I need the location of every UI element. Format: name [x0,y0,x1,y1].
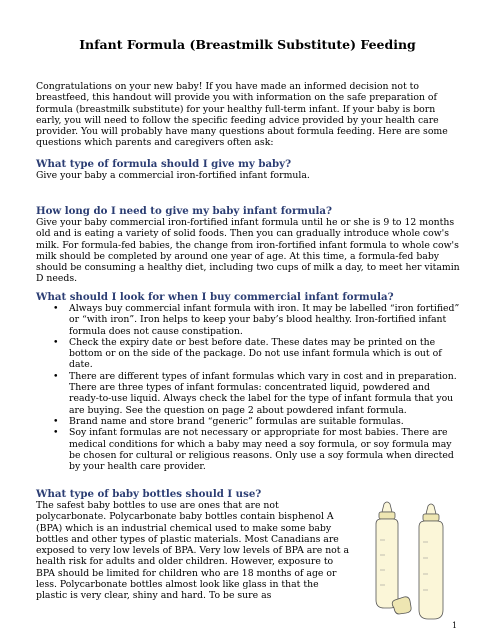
list-item-text: Check the expiry date or best before date. These dates may be printed on the bottom or on the side of the package. Do not use infant formula which is out of date. [69,336,442,371]
page-number: 1 [452,621,458,630]
section-formula-duration [36,205,461,285]
list-item [53,370,461,416]
bottle-ring-right [423,514,439,521]
section-heading: What type of baby bottles should I use? [36,488,262,500]
bottle-nipple-left [382,502,392,512]
section-heading: How long do I need to give my baby infant formula? [36,205,332,217]
document-title: Infant Formula (Breastmilk Substitute) Feeding [79,37,416,52]
intro-paragraph: Congratulations on your new baby! If you have made an informed decision not to breastfeed, this handout will provide you with information on the safe preparation of formula (breastmilk substitute) for your healthy full-term infant. If your baby is born early, you will need to follow the specific feeding advice provided by your health care provider. You will probably have many questions about formula feeding. Here are some questions which parents and caregivers often ask: [36,81,448,149]
list-item-text: Soy infant formulas are not necessary or appropriate for most babies. There are medical conditions for which a baby may need a soy formula, or soy formula may be chosen for cultural or religious reasons. Only use a soy formula when directed by your health care provider. [69,427,454,473]
section-formula-type [36,158,461,181]
bullet-list [36,303,461,472]
list-item [53,415,461,427]
bullet-icon: • [53,427,59,439]
list-item-text: There are different types of infant formulas which vary in cost and in preparation. There are three types of infant formulas: concentrated liquid, powdered and ready-to-use liquid. Always check the label for the type of infant formula that you are buying. See the question on page 2 about powdered infant formula. [69,370,457,416]
section-baby-bottles [36,488,351,602]
bullet-icon: • [53,415,59,427]
bullet-icon: • [53,370,59,382]
list-item [53,427,461,473]
section-answer: Give your baby a commercial iron-fortified infant formula. [36,170,310,181]
bottle-ring-left [379,512,395,519]
bottle-body-left [376,519,398,608]
section-answer: Give your baby commercial iron-fortified infant formula until he or she is 9 to 12 months old and is eating a variety of solid foods. Then you can gradually introduce whole cow's milk. For formula-fed babies, the change from iron-fortified infant formula to whole cow's milk should be completed by around one year of age. At this time, a formula-fed baby should be consuming a healthy diet, including two cups of milk a day, to meet her vitamin D needs. [36,217,460,285]
list-item-text: Brand name and store brand “generic” formulas are suitable formulas. [69,415,404,427]
bullet-icon: • [53,303,59,314]
section-answer: The safest baby bottles to use are ones that are not polycarbonate. Polycarbonate baby bottles contain bisphenol A (BPA) which is an industrial chemical used to make some baby bottles and other types of plastic materials. Most Canadians are exposed to very low levels of BPA. Very low levels of BPA are not a health risk for adults and older children. However, exposure to BPA should be limited for children who are 18 months of age or less. Polycarbonate bottles almost look like glass in that the plastic is very clear, shiny and hard. To be sure as [36,500,350,602]
bottle-nipple-right [426,504,436,514]
section-heading: What should I look for when I buy commercial infant formula? [36,291,394,303]
list-item-text: Always buy commercial infant formula with iron. It may be labelled “iron fortified” or “with iron”. Iron helps to keep your baby’s blood healthy. Iron-fortified infant formula does not cause constipation. [69,303,460,337]
section-heading: What type of formula should I give my baby? [36,158,292,170]
list-item [53,303,461,337]
bullet-icon: • [53,336,59,348]
bottle-body-right [419,521,443,619]
list-item [53,336,461,371]
baby-bottles-illustration [368,500,468,625]
section-buying-formula [36,291,461,472]
